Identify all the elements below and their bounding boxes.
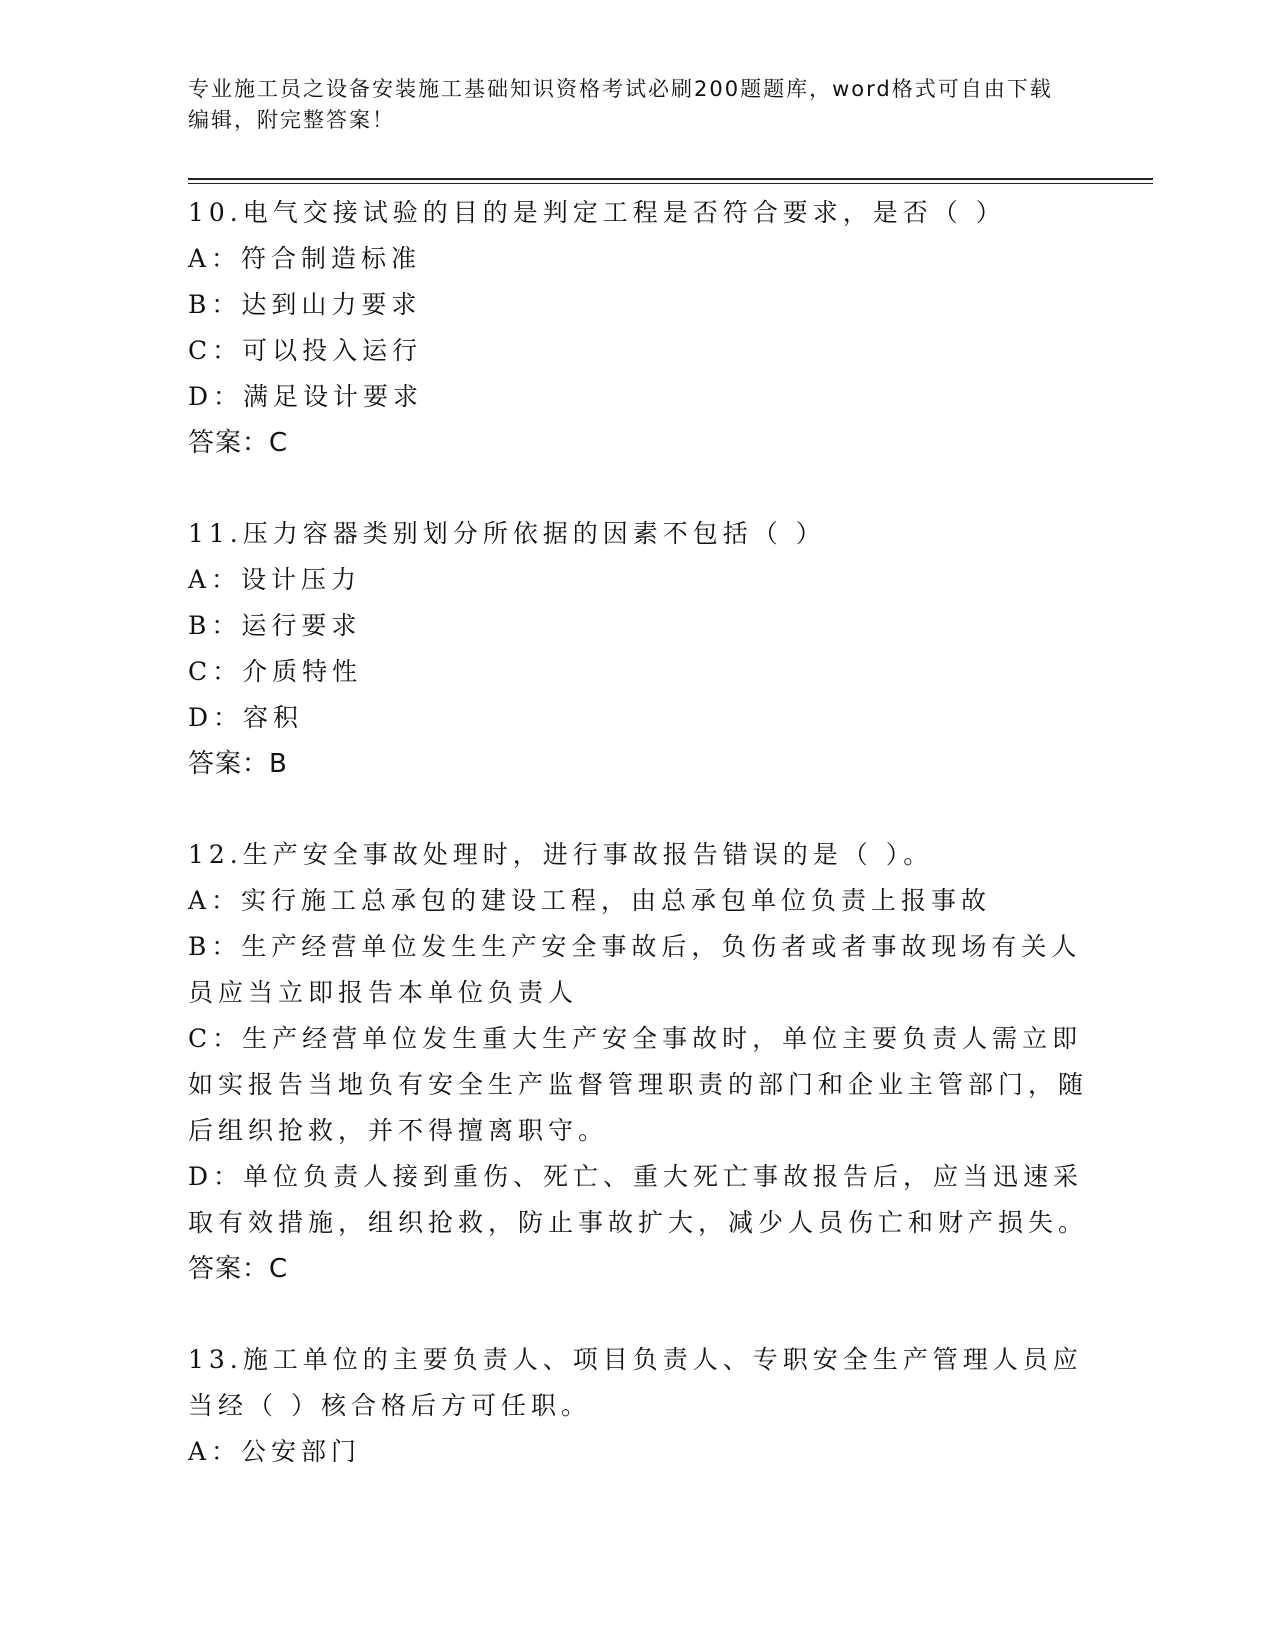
option-b: B：运行要求 xyxy=(188,611,362,640)
option-a: A：公安部门 xyxy=(188,1437,362,1466)
option-b: B：生产经营单位发生生产安全事故后，负伤者或者事故现场有关人员应当立即报告本单位负责人 xyxy=(188,932,1082,1007)
question-13 xyxy=(188,1337,1088,1475)
question-list xyxy=(188,190,1088,1520)
question-text: 12.生产安全事故处理时，进行事故报告错误的是（ ）。 xyxy=(188,840,934,869)
option-c: C：生产经营单位发生重大生产安全事故时，单位主要负责人需立即如实报告当地负有安全生产监督管理职责的部门和企业主管部门，随后组织抢救，并不得擅离职守。 xyxy=(188,1024,1089,1145)
option-d: D：单位负责人接到重伤、死亡、重大死亡事故报告后，应当迅速采取有效措施，组织抢救，防止事故扩大，减少人员伤亡和财产损失。 xyxy=(188,1162,1089,1237)
option-a: A：符合制造标准 xyxy=(188,244,422,273)
question-12 xyxy=(188,832,1088,1292)
option-a: A：实行施工总承包的建设工程，由总承包单位负责上报事故 xyxy=(188,886,992,915)
option-c: C：介质特性 xyxy=(188,657,363,686)
option-a: A：设计压力 xyxy=(188,565,362,594)
header-divider xyxy=(188,178,1153,184)
question-10 xyxy=(188,190,1088,466)
option-d: D：容积 xyxy=(188,703,304,732)
option-c: C：可以投入运行 xyxy=(188,336,423,365)
question-text: 13.施工单位的主要负责人、项目负责人、专职安全生产管理人员应当经（ ）核合格后方可任职。 xyxy=(188,1345,1083,1420)
option-b: B：达到山力要求 xyxy=(188,290,422,319)
answer-line: 答案：C xyxy=(188,428,289,458)
question-text: 10.电气交接试验的目的是判定工程是否符合要求，是否（ ） xyxy=(188,198,1006,227)
answer-line: 答案：C xyxy=(188,1254,289,1284)
question-11 xyxy=(188,511,1088,787)
document-header: 专业施工员之设备安装施工基础知识资格考试必刷200题题库，word格式可自由下载编辑，附完整答案！ xyxy=(188,77,1053,132)
question-text: 11.压力容器类别划分所依据的因素不包括（ ） xyxy=(188,519,826,548)
answer-line: 答案：B xyxy=(188,749,288,779)
option-d: D：满足设计要求 xyxy=(188,382,424,411)
